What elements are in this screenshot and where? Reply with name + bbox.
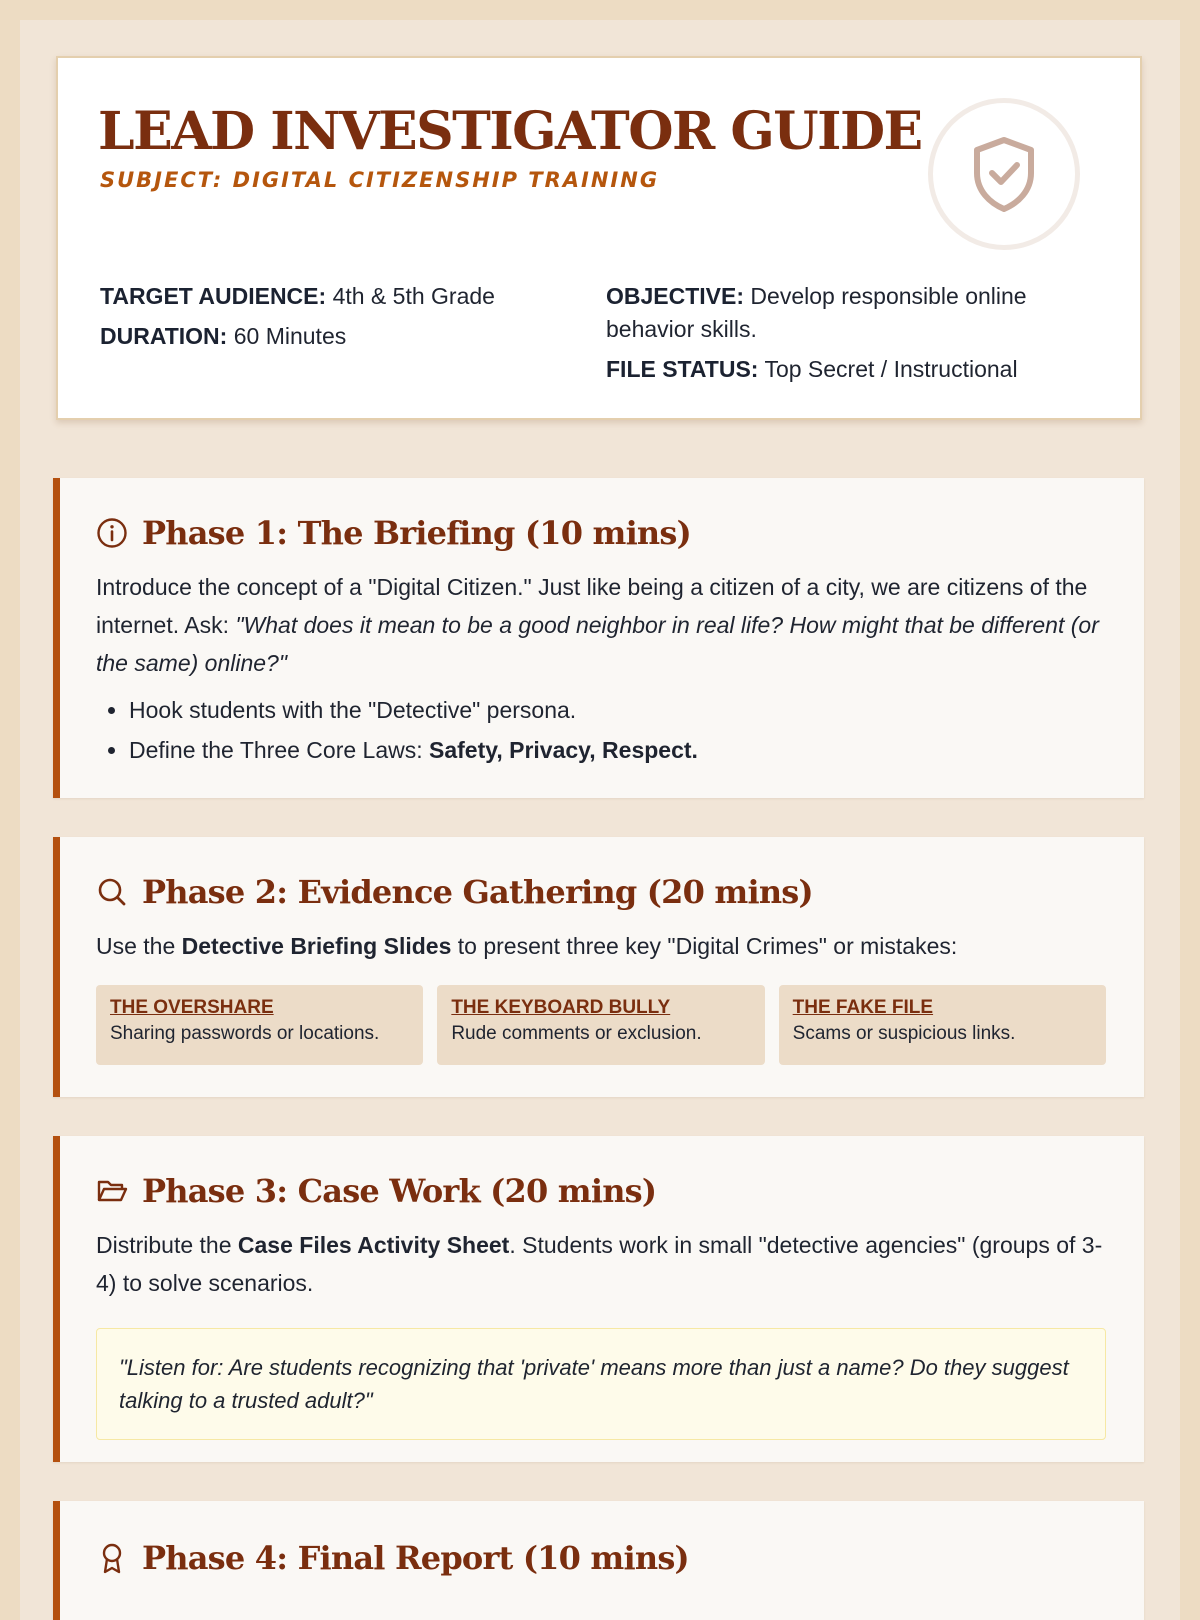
phase-1-bullets <box>96 690 1106 770</box>
phase-title: Phase 4: Final Report (10 mins) <box>142 1539 689 1577</box>
crime-card-title: THE KEYBOARD BULLY <box>451 997 671 1018</box>
phase-3-section <box>53 1136 1144 1462</box>
meta-file-status <box>606 353 1076 386</box>
meta-value: 60 Minutes <box>233 323 347 349</box>
meta-label: TARGET AUDIENCE: <box>100 283 327 309</box>
crime-cards <box>96 985 1106 1065</box>
phase-title: Phase 1: The Briefing (10 mins) <box>142 514 691 552</box>
list-item <box>129 730 1106 770</box>
phase-2-intro-before: Use the <box>96 933 176 959</box>
crime-card <box>96 985 423 1065</box>
crime-card-title: THE OVERSHARE <box>110 997 274 1018</box>
phase-1-heading <box>96 514 691 552</box>
folder-open-icon <box>96 1175 128 1207</box>
meta-value: 4th & 5th Grade <box>332 283 495 309</box>
meta-value: Develop responsible online behavior skills. <box>606 283 1027 342</box>
phase-title: Phase 2: Evidence Gathering (20 mins) <box>142 873 813 911</box>
meta-left <box>100 280 570 360</box>
phase-3-intro-after: . Students work in small "detective agencies" (groups of 3-4) to solve scenarios. <box>96 1232 1103 1296</box>
phase-3-paragraph <box>96 1226 1106 1302</box>
phase-2-body <box>96 927 1106 1065</box>
meta-objective <box>606 280 1076 346</box>
meta-target-audience <box>100 280 570 313</box>
phase-2-paragraph <box>96 927 1106 965</box>
phase-1-paragraph <box>96 568 1106 682</box>
phase-3-intro-before: Distribute the <box>96 1232 232 1258</box>
bullet-bold: Safety, Privacy, Respect. <box>429 737 698 763</box>
meta-label: FILE STATUS: <box>606 356 759 382</box>
bullet-text: Define the Three Core Laws: <box>129 737 423 763</box>
phase-1-body <box>96 568 1106 770</box>
header-card <box>56 56 1142 420</box>
crime-card <box>437 985 764 1065</box>
info-circle-icon <box>96 517 128 549</box>
meta-duration <box>100 320 570 353</box>
page <box>20 20 1180 1620</box>
list-item <box>129 690 1106 730</box>
phase-3-heading <box>96 1172 656 1210</box>
teacher-tip-callout: "Listen for: Are students recognizing that 'private' means more than just a name? Do they suggest talking to a trusted adult?" <box>96 1328 1106 1440</box>
phase-2-heading <box>96 873 813 911</box>
phase-3-body <box>96 1226 1106 1440</box>
meta-label: OBJECTIVE: <box>606 283 745 309</box>
page-subtitle: SUBJECT: DIGITAL CITIZENSHIP TRAINING <box>100 168 660 192</box>
phase-2-section <box>53 837 1144 1097</box>
search-icon <box>96 876 128 908</box>
meta-value: Top Secret / Instructional <box>764 356 1018 382</box>
page-title: LEAD INVESTIGATOR GUIDE <box>98 101 922 162</box>
phase-4-section <box>53 1501 1144 1620</box>
phase-2-intro-bold: Detective Briefing Slides <box>181 933 452 959</box>
award-icon <box>96 1542 128 1574</box>
bullet-text: Hook students with the "Detective" persona. <box>129 697 577 723</box>
phase-4-heading <box>96 1539 689 1577</box>
phase-3-intro-bold: Case Files Activity Sheet <box>237 1232 510 1258</box>
phase-1-section <box>53 478 1144 798</box>
phase-1-intro: Introduce the concept of a "Digital Citizen." Just like being a citizen of a city, we are citizens of the internet. Ask: <box>96 574 1088 638</box>
meta-label: DURATION: <box>100 323 228 349</box>
shield-check-icon <box>928 98 1080 250</box>
phase-2-intro-after: to present three key "Digital Crimes" or mistakes: <box>457 933 958 959</box>
crime-card-desc: Scams or suspicious links. <box>792 1023 1016 1044</box>
meta-right <box>606 280 1076 393</box>
crime-card-desc: Sharing passwords or locations. <box>110 1023 380 1044</box>
crime-card <box>779 985 1106 1065</box>
crime-card-desc: Rude comments or exclusion. <box>451 1023 702 1044</box>
crime-card-title: THE FAKE FILE <box>792 997 934 1018</box>
phase-1-quote: "What does it mean to be a good neighbor in real life? How might that be different (or the same) online?" <box>96 612 1099 676</box>
phase-title: Phase 3: Case Work (20 mins) <box>142 1172 657 1210</box>
